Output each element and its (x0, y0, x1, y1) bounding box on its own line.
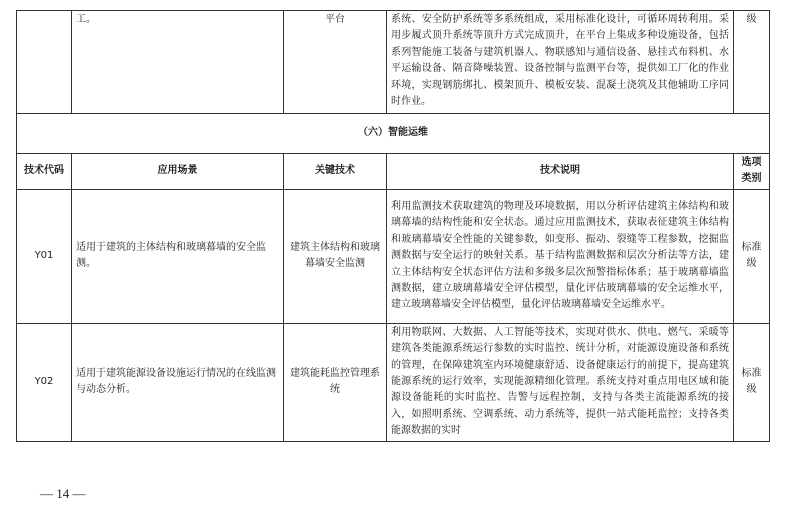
section-title: （六）智能运维 (17, 114, 770, 154)
scene-cell (17, 11, 72, 114)
code-cell: Y01 (17, 189, 72, 323)
scene-cell: 工。 (72, 11, 284, 114)
code-cell: Y02 (17, 323, 72, 441)
category-cell: 级 (734, 11, 770, 114)
header-tech: 关键技术 (284, 154, 387, 190)
desc-cell: 利用监测技术获取建筑的物理及环境数据，用以分析评估建筑主体结构和玻璃幕墙的结构性能和安全状态。通过应用监测技术，获取表征建筑主体结构和玻璃幕墙安全性能的关键参数，如变形、振动、裂缝等工程参数，挖掘监测数据与安全运行的映射关系。基于结构监测数据和层次分析法等方法，建立主体结构安全状态评估方法和多级多层次预警指标体系；基于玻璃幕墙监测数据，建立玻璃幕墙安全评估模型，量化评估玻璃幕墙的安全运维水平，建立玻璃幕墙安全评估模型，量化评估玻璃幕墙安全运维水平。 (387, 189, 734, 323)
tech-cell: 平台 (284, 11, 387, 114)
desc-cell: 系统、安全防护系统等多系统组成，采用标准化设计，可循环周转利用。采用步履式顶升系统等顶升方式完成顶升，在平台上集成多种设施设备，包括系列智能施工装备与建筑机器人、物联感知与通信设备、悬挂式布料机、水平运输设备、隔音降噪装置、设备控制与监测平台等，提供如工厂化的作业环境，实现钢筋绑扎、模架顶升、模板安装、混凝土浇筑及其他辅助工序同时作业。 (387, 11, 734, 114)
table-row (17, 323, 770, 441)
table-row (17, 189, 770, 323)
header-category: 选项类别 (734, 154, 770, 190)
category-cell: 标准级 (734, 323, 770, 441)
header-row (17, 154, 770, 190)
scene-cell: 适用于建筑能源设备设施运行情况的在线监测与动态分析。 (72, 323, 284, 441)
header-scene: 应用场景 (72, 154, 284, 190)
table-row (17, 11, 770, 114)
scene-cell: 适用于建筑的主体结构和玻璃幕墙的安全监测。 (72, 189, 284, 323)
header-desc: 技术说明 (387, 154, 734, 190)
tech-table (16, 10, 770, 442)
tech-cell: 建筑主体结构和玻璃幕墙安全监测 (284, 189, 387, 323)
tech-cell: 建筑能耗监控管理系统 (284, 323, 387, 441)
category-cell: 标准级 (734, 189, 770, 323)
header-code: 技术代码 (17, 154, 72, 190)
section-row (17, 114, 770, 154)
page-number: — 14 — (40, 486, 86, 501)
desc-cell: 利用物联网、大数据、人工智能等技术，实现对供水、供电、燃气、采暖等建筑各类能源系统运行参数的实时监控、统计分析，对能源设施设备和系统的管理，在保障建筑室内环境健康舒适、设备健康运行的前提下，提高建筑能源系统的运行效率，实现能源精细化管理。系统支持对重点用电区域和能源设备能耗的实时监控、告警与远程控制，支持与各类主流能源系统的接入，如照明系统、空调系统、动力系统等，提供一站式能耗监控；支持各类能源数据的实时 (387, 323, 734, 441)
